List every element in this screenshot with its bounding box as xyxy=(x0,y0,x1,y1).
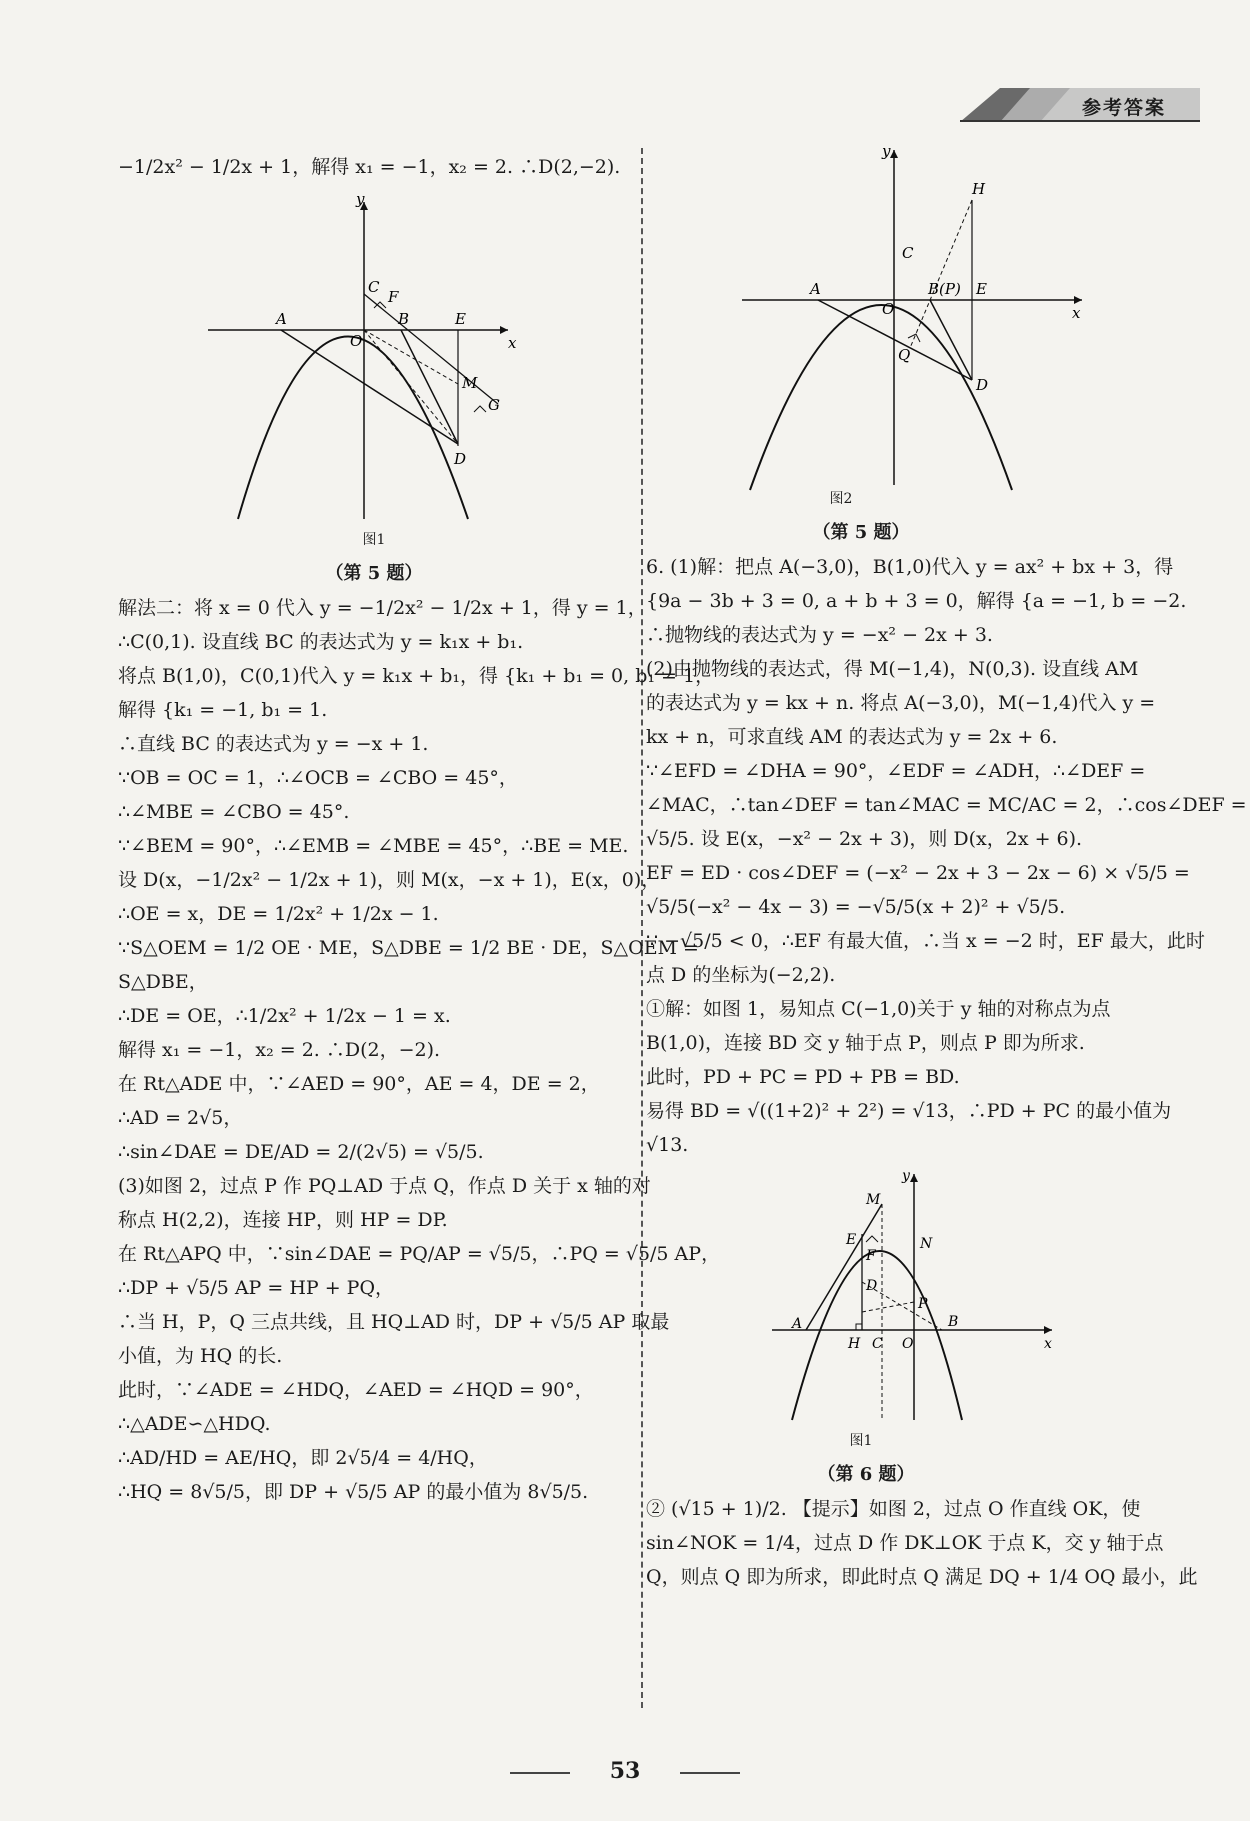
text-line: ∴抛物线的表达式为 y = −x² − 2x + 3. xyxy=(646,624,993,646)
text-line: ∴∠MBE = ∠CBO = 45°. xyxy=(118,801,350,823)
svg-text:E: E xyxy=(846,1232,857,1248)
text-line: 称点 H(2,2)，连接 HP，则 HP = DP. xyxy=(118,1209,448,1231)
text-line: 此时，PD + PC = PD + PB = BD. xyxy=(646,1066,960,1088)
text-line: ∴HQ = 8√5/5，即 DP + √5/5 AP 的最小值为 8√5/5. xyxy=(118,1481,589,1503)
svg-text:H: H xyxy=(972,180,986,198)
text-line: √13. xyxy=(646,1134,689,1156)
svg-text:B: B xyxy=(948,1314,959,1330)
text-line: ∴直线 BC 的表达式为 y = −x + 1. xyxy=(118,733,429,755)
svg-text:O: O xyxy=(882,300,895,318)
svg-text:y: y xyxy=(902,1168,910,1184)
text-line: ∴AD/HD = AE/HQ，即 2√5/4 = 4/HQ， xyxy=(118,1447,488,1469)
svg-text:A: A xyxy=(792,1316,803,1332)
svg-text:E: E xyxy=(976,280,987,298)
figure-3-graph xyxy=(762,1162,1062,1432)
svg-text:M: M xyxy=(866,1192,881,1208)
text-line: ∵ −√5/5 < 0，∴EF 有最大值，∴当 x = −2 时，EF 最大，此时 xyxy=(646,930,1205,952)
text-line: 小值，为 HQ 的长. xyxy=(118,1345,283,1367)
figure-2-graph xyxy=(732,140,1092,500)
svg-text:x: x xyxy=(1044,1336,1052,1352)
svg-text:D: D xyxy=(454,450,467,468)
text-line: ∠MAC，∴tan∠DEF = tan∠MAC = MC/AC = 2，∴cos∠DEF = xyxy=(646,794,1247,816)
svg-text:D: D xyxy=(976,376,989,394)
text-line: 易得 BD = √((1+2)² + 2²) = √13，∴PD + PC 的最小值为 xyxy=(646,1100,1172,1122)
text-line: ∵OB = OC = 1，∴∠OCB = ∠CBO = 45°， xyxy=(118,767,518,789)
svg-text:x: x xyxy=(508,334,517,352)
svg-text:C: C xyxy=(872,1336,883,1352)
svg-text:O: O xyxy=(902,1336,914,1352)
figure-1-graph xyxy=(168,184,528,529)
text-line: ∴DP + √5/5 AP = HP + PQ， xyxy=(118,1277,395,1299)
svg-text:B: B xyxy=(398,310,410,328)
text-line: 解法二：将 x = 0 代入 y = −1/2x² − 1/2x + 1，得 y = 1， xyxy=(118,597,647,619)
text-line: 6. (1)解：把点 A(−3,0)，B(1,0)代入 y = ax² + bx + 3，得 xyxy=(646,556,1174,578)
right-column xyxy=(646,140,1247,1594)
text-line: ∵∠EFD = ∠DHA = 90°，∠EDF = ∠ADH，∴∠DEF = xyxy=(646,760,1146,782)
header-title: 参考答案 xyxy=(1082,97,1167,119)
figure-2-caption: （第 5 题） xyxy=(812,522,910,543)
text-line: ∴当 H，P，Q 三点共线，且 HQ⊥AD 时，DP + √5/5 AP 取最 xyxy=(118,1311,670,1333)
figure-3-label: 图1 xyxy=(849,1433,873,1449)
text-line: −1/2x² − 1/2x + 1，解得 x₁ = −1，x₂ = 2. ∴D(2,−2). xyxy=(118,156,621,178)
text-line: (2)由抛物线的表达式，得 M(−1,4)，N(0,3). 设直线 AM xyxy=(646,658,1139,680)
figure-2-label: 图2 xyxy=(829,491,853,507)
text-line: ∵∠BEM = 90°，∴∠EMB = ∠MBE = 45°，∴BE = ME. xyxy=(118,835,629,857)
svg-text:C: C xyxy=(368,278,380,296)
svg-text:F: F xyxy=(388,288,399,306)
svg-text:A: A xyxy=(810,280,821,298)
svg-text:x: x xyxy=(1072,304,1081,322)
figure-3-caption: （第 6 题） xyxy=(817,1464,915,1485)
svg-text:Q: Q xyxy=(898,346,911,364)
text-line: √5/5(−x² − 4x − 3) = −√5/5(x + 2)² + √5/5. xyxy=(646,896,1066,918)
figure-1-label: 图1 xyxy=(362,532,386,548)
text-line: Q，则点 Q 即为所求，即此时点 Q 满足 DQ + 1/4 OQ 最小，此 xyxy=(646,1566,1198,1588)
svg-text:N: N xyxy=(920,1236,933,1252)
text-line: ∵S△OEM = 1/2 OE · ME，S△DBE = 1/2 BE · DE，S△OEM = xyxy=(118,937,699,959)
svg-text:E: E xyxy=(455,310,466,328)
svg-text:y: y xyxy=(356,190,365,208)
text-line: (3)如图 2，过点 P 作 PQ⊥AD 于点 Q，作点 D 关于 x 轴的对 xyxy=(118,1175,651,1197)
footer-ornament-left xyxy=(510,1772,570,1774)
text-line: √5/5. 设 E(x，−x² − 2x + 3)，则 D(x，2x + 6). xyxy=(646,828,1083,850)
text-line: ∴sin∠DAE = DE/AD = 2/(2√5) = √5/5. xyxy=(118,1141,484,1163)
text-line: ①解：如图 1，易知点 C(−1,0)关于 y 轴的对称点为点 xyxy=(646,998,1111,1020)
text-line: 的表达式为 y = kx + n. 将点 A(−3,0)，M(−1,4)代入 y = xyxy=(646,692,1156,714)
text-line: 在 Rt△ADE 中，∵∠AED = 90°，AE = 4，DE = 2， xyxy=(118,1073,600,1095)
right-tail xyxy=(646,1492,1198,1594)
text-line: ∴AD = 2√5， xyxy=(118,1107,243,1129)
text-line: ∴C(0,1). 设直线 BC 的表达式为 y = k₁x + b₁. xyxy=(118,631,524,653)
svg-text:G: G xyxy=(488,396,500,414)
text-line: 解得 x₁ = −1，x₂ = 2. ∴D(2，−2). xyxy=(118,1039,441,1061)
text-line: 点 D 的坐标为(−2,2). xyxy=(646,964,836,986)
text-line: 此时，∵∠ADE = ∠HDQ，∠AED = ∠HQD = 90°， xyxy=(118,1379,594,1401)
svg-text:P: P xyxy=(918,1296,928,1312)
text-line: kx + n，可求直线 AM 的表达式为 y = 2x + 6. xyxy=(646,726,1058,748)
svg-text:A: A xyxy=(276,310,287,328)
text-line: EF = ED · cos∠DEF = (−x² − 2x + 3 − 2x − 6) × √5/5 = xyxy=(646,862,1190,884)
text-line: 将点 B(1,0)，C(0,1)代入 y = k₁x + b₁，得 {k₁ + b₁ = 0, b₁ = 1， xyxy=(118,665,715,687)
svg-text:O: O xyxy=(350,332,363,350)
text-line: 设 D(x，−1/2x² − 1/2x + 1)，则 M(x，−x + 1)，E(x，0)， xyxy=(118,869,661,891)
text-line: {9a − 3b + 3 = 0, a + b + 3 = 0，解得 {a = −1, b = −2. xyxy=(646,590,1187,612)
figure-1-caption: （第 5 题） xyxy=(325,563,423,584)
text-line: ∴OE = x，DE = 1/2x² + 1/2x − 1. xyxy=(118,903,439,925)
text-line: ∴DE = OE，∴1/2x² + 1/2x − 1 = x. xyxy=(118,1005,451,1027)
svg-text:B(P): B(P) xyxy=(928,280,961,298)
text-line: sin∠NOK = 1/4，过点 D 作 DK⊥OK 于点 K，交 y 轴于点 xyxy=(646,1532,1164,1554)
text-line: ∴△ADE∽△HDQ. xyxy=(118,1413,271,1435)
text-line: B(1,0)，连接 BD 交 y 轴于点 P，则点 P 即为所求. xyxy=(646,1032,1085,1054)
text-line: 在 Rt△APQ 中，∵sin∠DAE = PQ/AP = √5/5，∴PQ = √5/5 AP， xyxy=(118,1243,721,1265)
svg-text:D: D xyxy=(866,1278,878,1294)
svg-text:M: M xyxy=(462,374,478,392)
right-body xyxy=(646,550,1247,1162)
page-number: 53 xyxy=(609,1758,641,1784)
footer-ornament-right xyxy=(680,1772,740,1774)
svg-text:H: H xyxy=(848,1336,861,1352)
svg-text:F: F xyxy=(866,1248,876,1264)
svg-text:C: C xyxy=(902,244,914,262)
text-line: S△DBE， xyxy=(118,971,208,993)
svg-text:y: y xyxy=(882,142,891,160)
text-line: ② (√15 + 1)/2. 【提示】如图 2，过点 O 作直线 OK，使 xyxy=(646,1498,1141,1520)
text-line: 解得 {k₁ = −1, b₁ = 1. xyxy=(118,699,328,721)
